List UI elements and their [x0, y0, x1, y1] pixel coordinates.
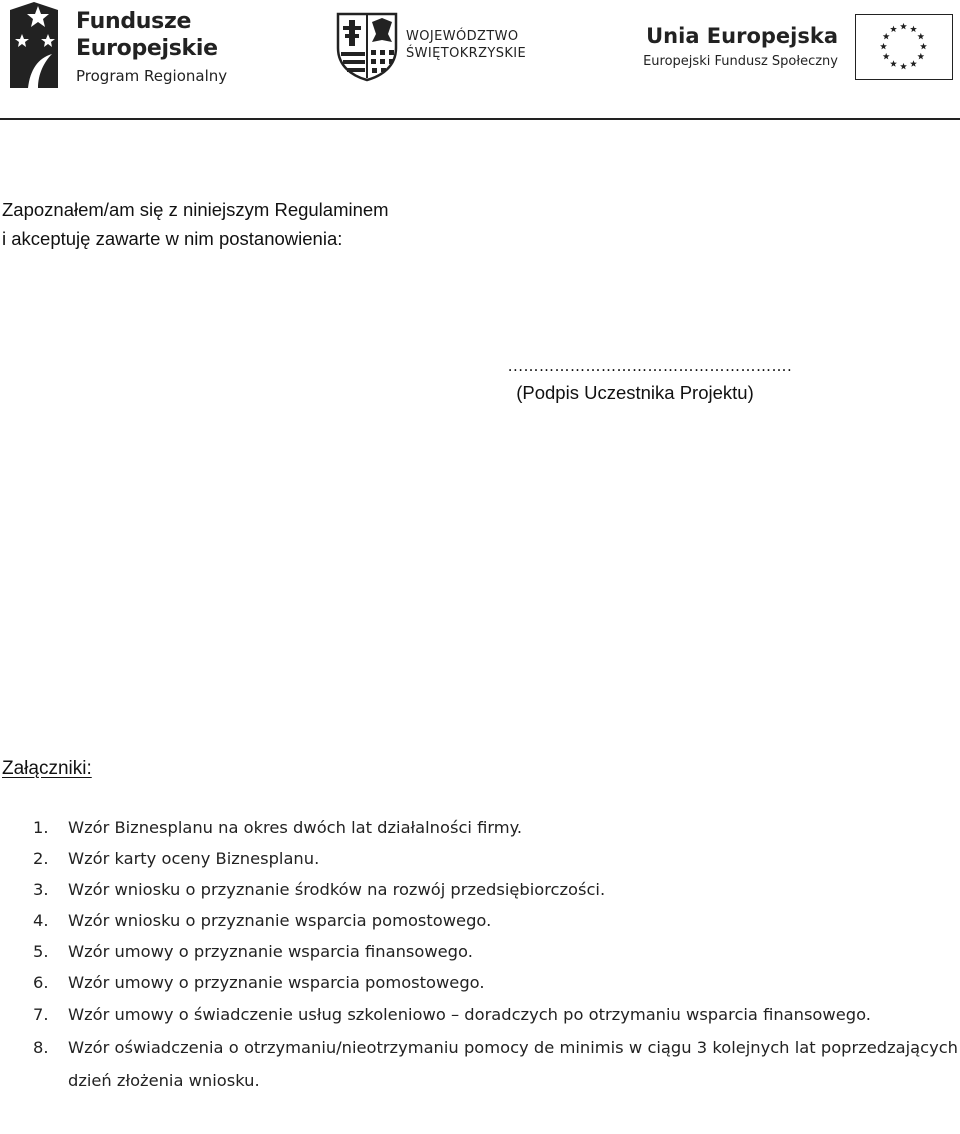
woj-logo-line1: WOJEWÓDZTWO: [406, 29, 519, 44]
fe-logo-line1: Fundusze: [76, 9, 192, 34]
eu-star-icon: [917, 53, 924, 60]
coat-of-arms-icon: [336, 12, 398, 82]
attachment-text: Wzór wniosku o przyznanie środków na rozwój przedsiębiorczości.: [68, 880, 606, 899]
eu-star-icon: [890, 26, 897, 33]
attachment-text: Wzór oświadczenia o otrzymaniu/nieotrzymaniu pomocy de minimis w ciągu 3 kolejnych lat poprzedzających dzień złożenia wniosku.: [68, 1038, 958, 1090]
fundusze-europejskie-logo: [8, 0, 238, 92]
attachment-text: Wzór Biznesplanu na okres dwóch lat działalności firmy.: [68, 818, 523, 837]
attachments-heading: Załączniki:: [2, 758, 92, 779]
acknowledgement-statement: [2, 195, 389, 253]
eu-star-icon: [910, 60, 917, 67]
eu-star-icon: [900, 23, 907, 30]
attachment-text: Wzór umowy o przyznanie wsparcia finansowego.: [68, 942, 473, 961]
attachments-list: [0, 812, 960, 1097]
fundusze-europejskie-emblem-icon: [8, 0, 60, 92]
header-divider: [0, 118, 960, 120]
ue-logo-line2: Europejski Fundusz Społeczny: [643, 54, 838, 69]
attachment-number: 2.: [33, 849, 49, 868]
attachment-item: [0, 967, 960, 998]
attachment-number: 7.: [33, 1005, 49, 1024]
attachment-item: [0, 843, 960, 874]
attachment-item: [0, 812, 960, 843]
attachment-text: Wzór umowy o świadczenie usług szkoleniowo – doradczych po otrzymaniu wsparcia finansowego.: [68, 1005, 871, 1024]
attachment-item: [0, 1031, 960, 1097]
attachment-item: [0, 874, 960, 905]
eu-star-icon: [883, 53, 890, 60]
attachment-text: Wzór umowy o przyznanie wsparcia pomostowego.: [68, 973, 485, 992]
signature-line: ...…………………………………………….: [507, 357, 793, 375]
woj-logo-line2: ŚWIĘTOKRZYSKIE: [406, 46, 527, 61]
acknowledgement-line2: i akceptuję zawarte w nim postanowienia:: [2, 228, 343, 249]
signature-caption: (Podpis Uczestnika Projektu): [516, 382, 754, 403]
unia-europejska-logo: [620, 14, 960, 86]
attachment-number: 5.: [33, 942, 49, 961]
eu-star-icon: [900, 63, 907, 70]
eu-star-icon: [920, 43, 927, 50]
eu-star-icon: [910, 26, 917, 33]
attachment-item: [0, 936, 960, 967]
fe-logo-line3: Program Regionalny: [76, 67, 228, 85]
attachment-number: 3.: [33, 880, 49, 899]
attachment-number: 1.: [33, 818, 49, 837]
eu-star-icon: [880, 43, 887, 50]
acknowledgement-line1: Zapoznałem/am się z niniejszym Regulaminem: [2, 199, 389, 220]
eu-star-icon: [883, 33, 890, 40]
fe-logo-line2: Europejskie: [76, 36, 218, 61]
signature-block: [440, 356, 830, 406]
attachment-item: [0, 905, 960, 936]
attachment-text: Wzór wniosku o przyznanie wsparcia pomostowego.: [68, 911, 492, 930]
eu-flag-icon: [855, 14, 953, 80]
wojewodztwo-logo: [336, 12, 536, 84]
attachment-item: [0, 998, 960, 1031]
eu-star-icon: [890, 60, 897, 67]
attachment-number: 6.: [33, 973, 49, 992]
page-header: [0, 0, 960, 120]
attachment-number: 8.: [33, 1038, 49, 1057]
attachment-text: Wzór karty oceny Biznesplanu.: [68, 849, 320, 868]
eu-star-icon: [917, 33, 924, 40]
ue-logo-line1: Unia Europejska: [646, 24, 838, 48]
attachment-number: 4.: [33, 911, 49, 930]
